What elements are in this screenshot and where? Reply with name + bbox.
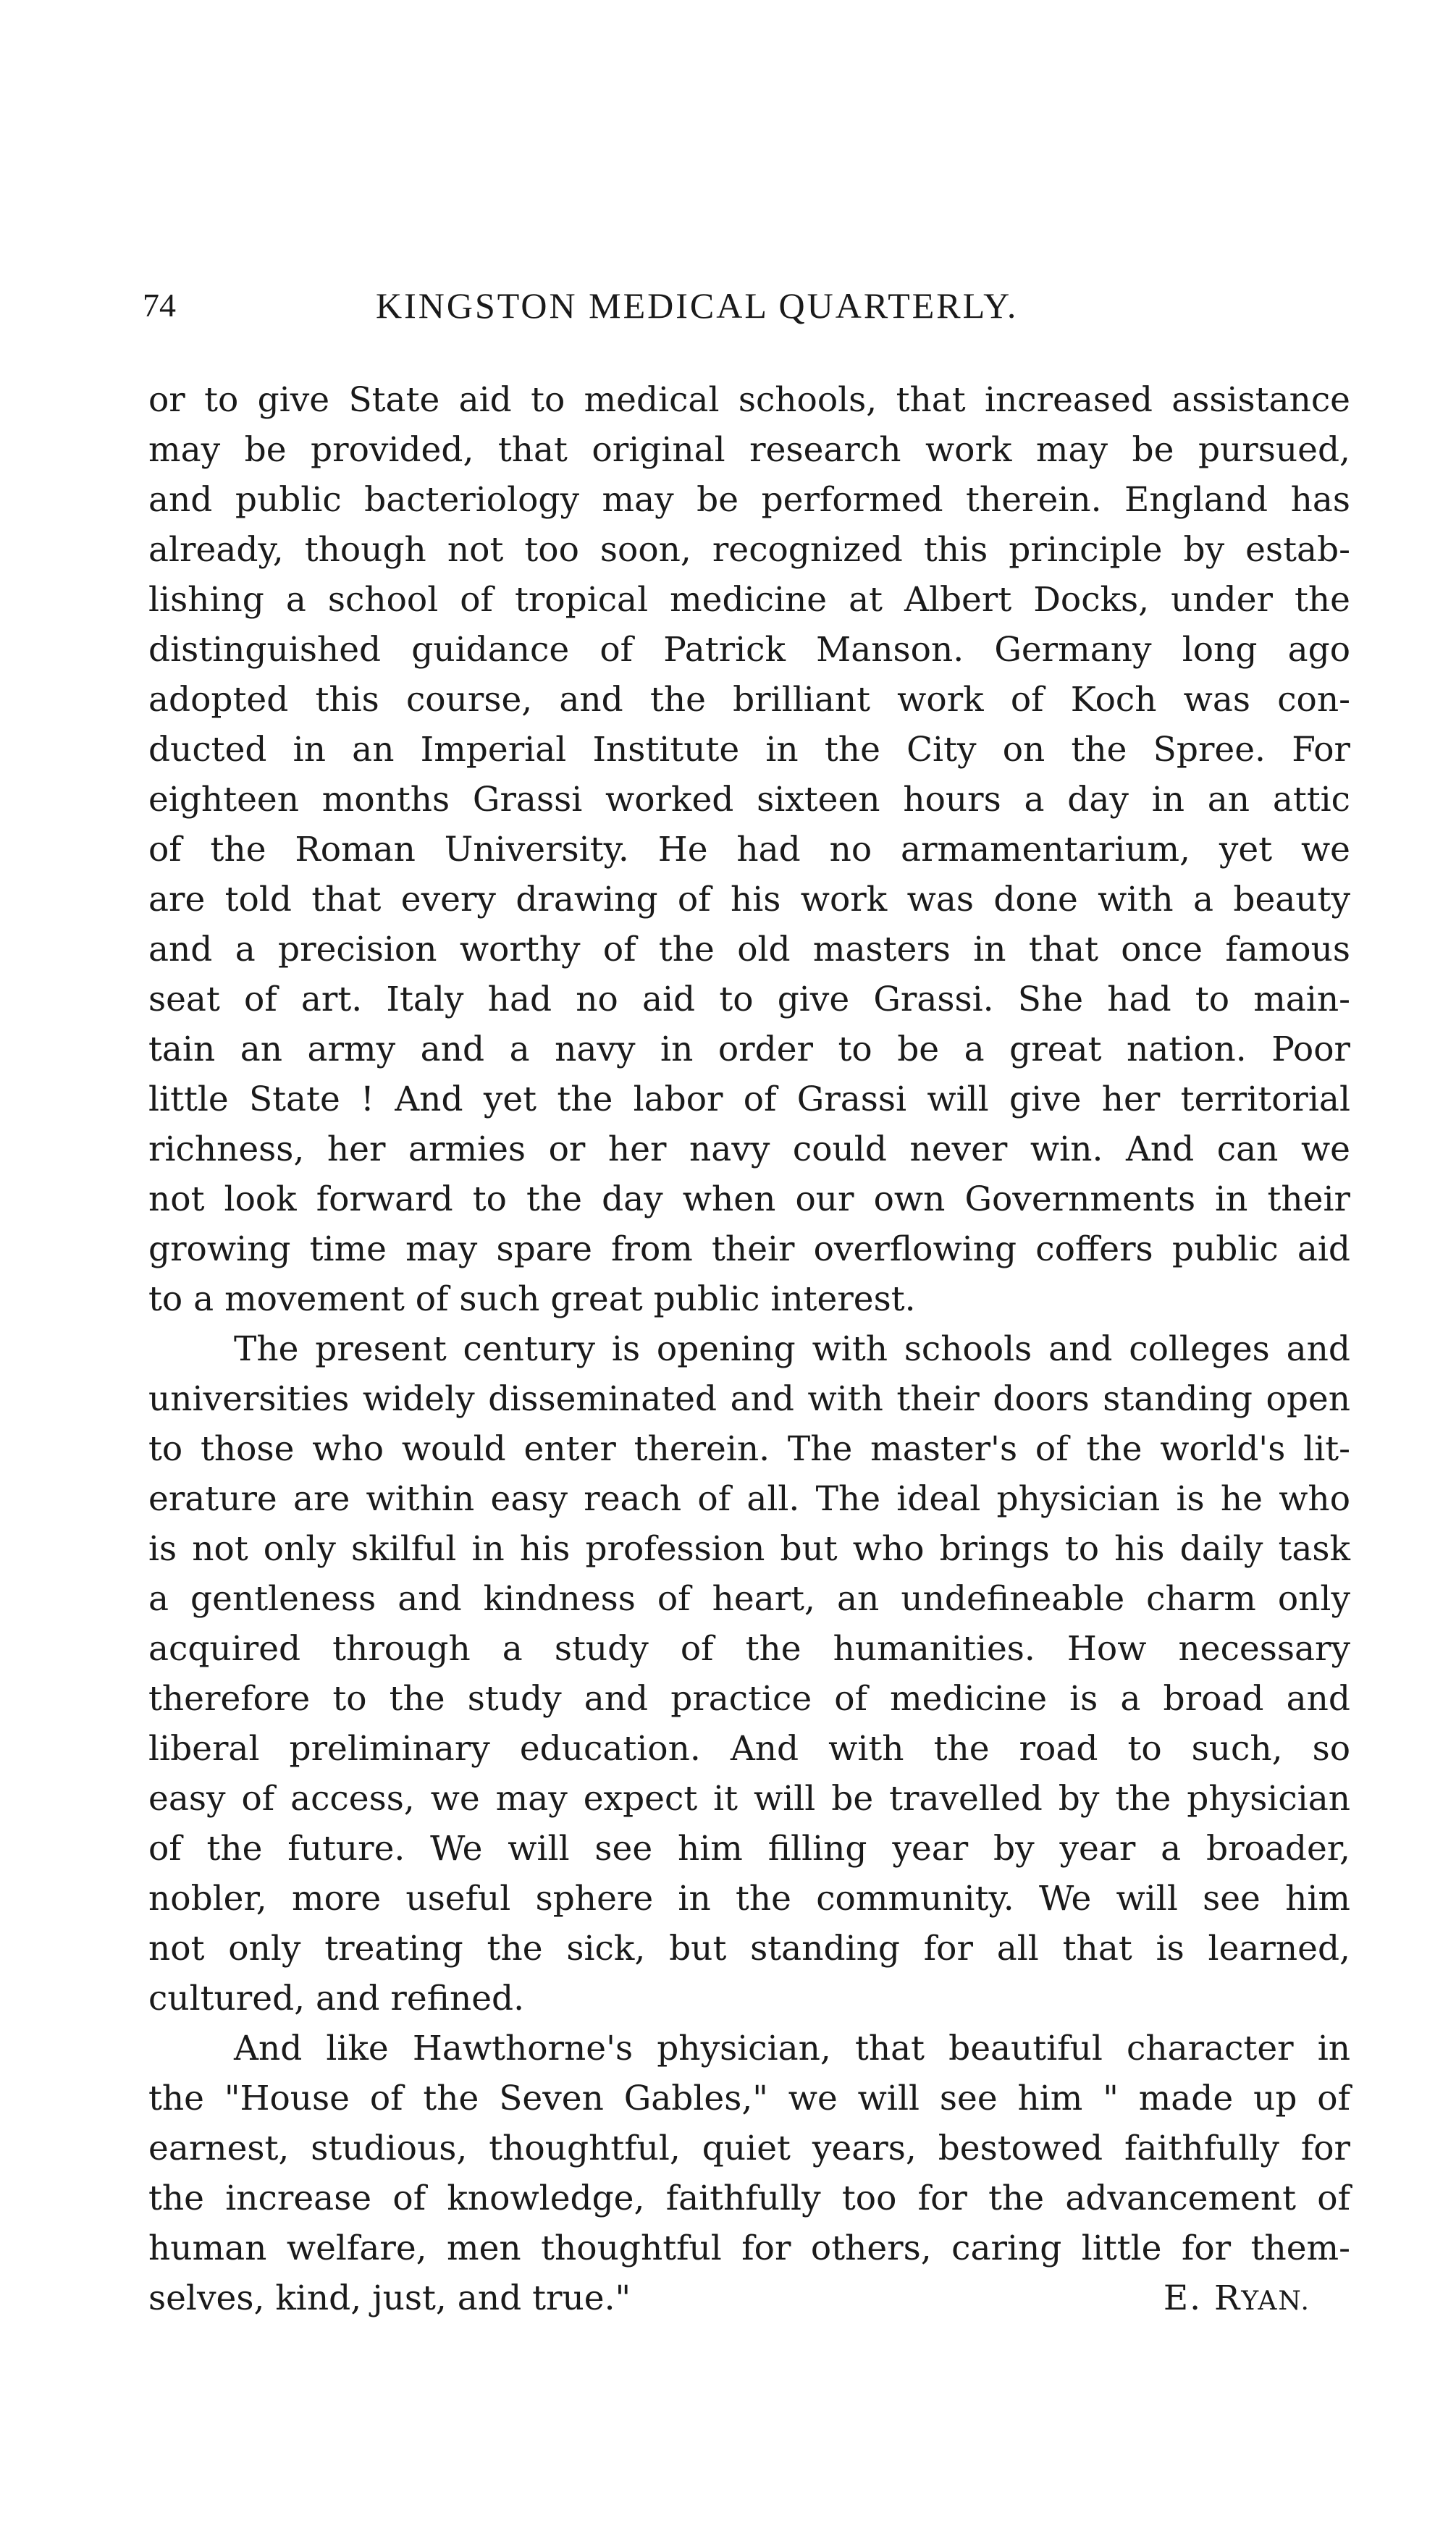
text-line: earnest, studious, thoughtful, quiet years, bestowed faithfully for xyxy=(148,2129,1350,2168)
text-line: and public bacteriology may be performed therein. England has xyxy=(148,480,1350,520)
text-line: cultured, and refined. xyxy=(148,1979,525,2018)
text-line: of the Roman University. He had no armamentarium, yet we xyxy=(148,830,1350,870)
text-line: the "House of the Seven Gables," we will see him " made up of xyxy=(148,2079,1350,2118)
text-line: adopted this course, and the brilliant work of Koch was con- xyxy=(148,680,1350,720)
author-signature xyxy=(1163,2273,1310,2323)
text-line: And like Hawthorne's physician, that beautiful character in xyxy=(234,2029,1350,2068)
text-line: of the future. We will see him filling year by year a broader, xyxy=(148,1829,1350,1869)
page-number: 74 xyxy=(143,287,176,324)
text-line: not only treating the sick, but standing for all that is learned, xyxy=(148,1929,1350,1969)
text-line: seat of art. Italy had no aid to give Grassi. She had to main- xyxy=(148,980,1350,1019)
text-line: or to give State aid to medical schools, that increased assistance xyxy=(148,380,1350,420)
text-line: therefore to the study and practice of medicine is a broad and xyxy=(148,1679,1350,1719)
article-body xyxy=(148,375,1350,2323)
text-line: and a precision worthy of the old masters in that once famous xyxy=(148,930,1350,969)
closing-line xyxy=(148,2273,1310,2323)
text-line: easy of access, we may expect it will be travelled by the physician xyxy=(148,1779,1350,1819)
text-line: already, though not too soon, recognized this principle by estab- xyxy=(148,530,1350,570)
text-line: to those who would enter therein. The master's of the world's lit- xyxy=(148,1429,1350,1469)
text-line: ducted in an Imperial Institute in the City on the Spree. For xyxy=(148,730,1350,770)
text-line: acquired through a study of the humanities. How necessary xyxy=(148,1629,1350,1669)
running-head xyxy=(143,284,1350,327)
text-line: is not only skilful in his profession but who brings to his daily task xyxy=(148,1529,1350,1569)
text-line: may be provided, that original research work may be pursued, xyxy=(148,430,1350,470)
text-line: The present century is opening with schools and colleges and xyxy=(234,1329,1350,1369)
text-line: universities widely disseminated and with their doors standing open xyxy=(148,1379,1350,1419)
author-surname-smallcaps: YAN. xyxy=(1241,2286,1310,2316)
text-line: growing time may spare from their overflowing coffers public aid xyxy=(148,1229,1350,1269)
text-line: a gentleness and kindness of heart, an undefineable charm only xyxy=(148,1579,1350,1619)
text-line: to a movement of such great public interest. xyxy=(148,1279,916,1319)
text-line: richness, her armies or her navy could never win. And can we xyxy=(148,1129,1350,1169)
text-line: selves, kind, just, and true." xyxy=(148,2278,631,2318)
text-line: little State ! And yet the labor of Grassi will give her territorial xyxy=(148,1079,1350,1119)
text-line: distinguished guidance of Patrick Manson. Germany long ago xyxy=(148,630,1350,670)
text-line: tain an army and a navy in order to be a great nation. Poor xyxy=(148,1030,1350,1069)
text-line: the increase of knowledge, faithfully too for the advancement of xyxy=(148,2178,1350,2218)
text-line: eighteen months Grassi worked sixteen hours a day in an attic xyxy=(148,780,1350,820)
text-line: nobler, more useful sphere in the community. We will see him xyxy=(148,1879,1350,1919)
text-line: human welfare, men thoughtful for others, caring little for them- xyxy=(148,2228,1350,2268)
text-line: not look forward to the day when our own Governments in their xyxy=(148,1179,1350,1219)
text-line: liberal preliminary education. And with the road to such, so xyxy=(148,1729,1350,1769)
text-line: erature are within easy reach of all. The ideal physician is he who xyxy=(148,1479,1350,1519)
text-line: lishing a school of tropical medicine at Albert Docks, under the xyxy=(148,580,1350,620)
author-initial: E. R xyxy=(1163,2278,1242,2318)
text-line: are told that every drawing of his work was done with a beauty xyxy=(148,880,1350,919)
journal-title: KINGSTON MEDICAL QUARTERLY. xyxy=(376,285,1019,326)
